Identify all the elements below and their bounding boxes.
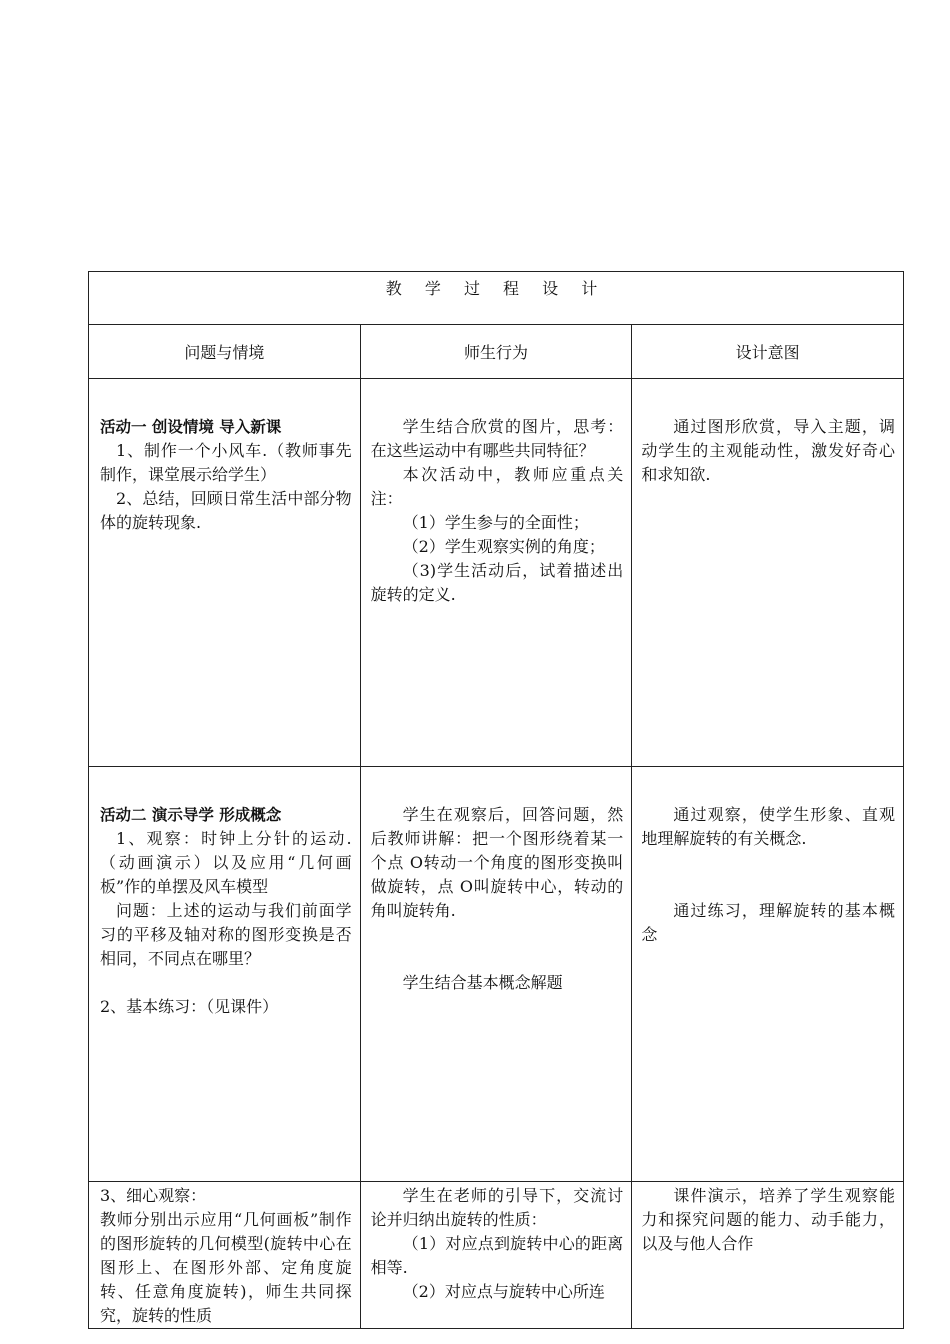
behavior-paragraph: 学生结合基本概念解题 xyxy=(402,973,563,992)
behavior-item: （2）对应点与旋转中心所连 xyxy=(402,1282,605,1301)
table-row xyxy=(89,1182,904,1329)
behavior-paragraph: 学生在观察后，回答问题，然后教师讲解：把一个图形绕着某一个点 O转动一个角度的图形变换叫做旋转，点 O叫旋转中心，转动的角叫旋转角. xyxy=(370,805,624,920)
intent-paragraph: 通过图形欣赏，导入主题，调动学生的主观能动性，激发好奇心和求知欲. xyxy=(641,417,895,484)
intent-paragraph: 通过练习，理解旋转的基本概念 xyxy=(641,901,895,944)
problem-paragraph: 2、总结，回顾日常生活中部分物体的旋转现象. xyxy=(100,489,352,532)
header-intent: 设计意图 xyxy=(632,325,904,379)
row1-behavior-cell xyxy=(360,379,632,767)
problem-paragraph: 1、观察：时钟上分针的运动.（动画演示）以及应用“几何画板”作的单摆及风车模型 xyxy=(100,829,352,896)
problem-paragraph: 3、细心观察： xyxy=(100,1186,207,1205)
row1-problem-cell xyxy=(89,379,361,767)
row1-intent-cell xyxy=(632,379,904,767)
intent-paragraph: 通过观察，使学生形象、直观地理解旋转的有关概念. xyxy=(641,805,895,848)
problem-paragraph: 1、制作一个小风车.（教师事先制作，课堂展示给学生） xyxy=(100,441,352,484)
row2-problem-cell xyxy=(89,767,361,1182)
behavior-item: （3)学生活动后，试着描述出旋转的定义. xyxy=(370,561,624,604)
header-problem: 问题与情境 xyxy=(89,325,361,379)
row3-problem-cell xyxy=(89,1182,361,1329)
problem-paragraph: 问题：上述的运动与我们前面学习的平移及轴对称的图形变换是否相同，不同点在哪里？ xyxy=(100,901,352,968)
row2-intent-cell xyxy=(632,767,904,1182)
lesson-design-table xyxy=(88,271,904,1329)
behavior-paragraph: 本次活动中，教师应重点关注： xyxy=(370,465,624,508)
table-title: 教 学 过 程 设 计 xyxy=(385,279,607,298)
intent-paragraph: 课件演示，培养了学生观察能力和探究问题的能力、动手能力，以及与他人合作 xyxy=(641,1186,895,1253)
table-row xyxy=(89,379,904,767)
row3-behavior-cell xyxy=(360,1182,632,1329)
problem-paragraph: 2、基本练习：（见课件） xyxy=(100,997,279,1016)
behavior-paragraph: 学生在老师的引导下，交流讨论并归纳出旋转的性质： xyxy=(370,1186,624,1229)
problem-paragraph: 教师分别出示应用“几何画板”制作的图形旋转的几何模型(旋转中心在图形上、在图形外部、定角度旋转、任意角度旋转)，师生共同探究，旋转的性质 xyxy=(100,1210,352,1325)
activity-heading: 活动一 创设情境 导入新课 xyxy=(100,418,282,436)
row3-intent-cell xyxy=(632,1182,904,1329)
table-row xyxy=(89,767,904,1182)
activity-heading: 活动二 演示导学 形成概念 xyxy=(100,806,282,824)
behavior-item: （1）学生参与的全面性； xyxy=(402,513,589,532)
behavior-item: （2）学生观察实例的角度； xyxy=(402,537,605,556)
table-title-cell xyxy=(89,272,904,325)
header-behavior: 师生行为 xyxy=(360,325,632,379)
behavior-paragraph: 学生结合欣赏的图片，思考：在这些运动中有哪些共同特征？ xyxy=(370,417,624,460)
behavior-item: （1）对应点到旋转中心的距离相等. xyxy=(370,1234,624,1277)
row2-behavior-cell xyxy=(360,767,632,1182)
